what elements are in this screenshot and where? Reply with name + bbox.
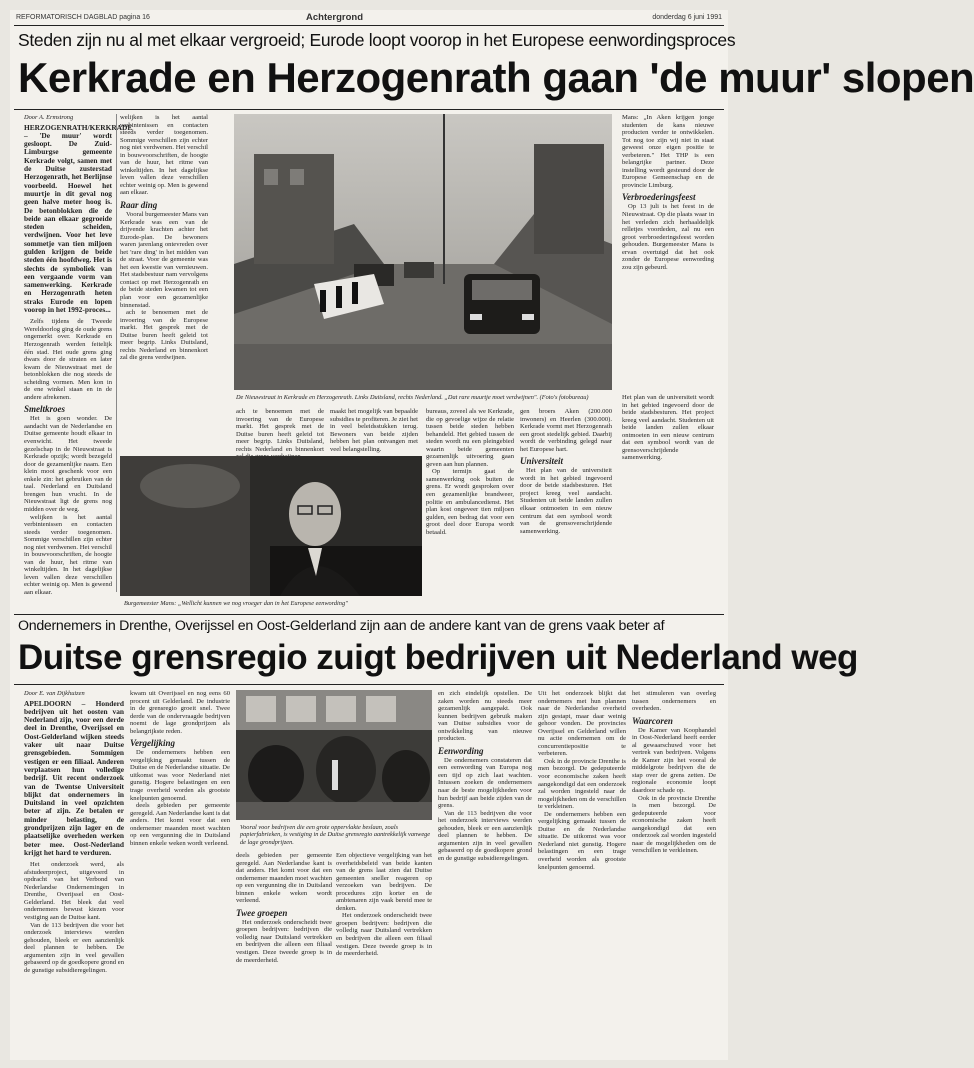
factory-photo-image (236, 690, 432, 820)
article1-subhead-verbroederingsfeest: Verbroederingsfeest (622, 192, 696, 203)
article1-body-4: maakt het mogelijk van bepaalde subsidies te profiteren. Je ziet het in veel beleidsstukken terug. Bewoners van beide zijden hebben het plan ontvangen met veel belangstelling. (330, 408, 418, 453)
article2-column-2 (130, 690, 230, 1046)
article2-body-7b: De Kamer van Koophandel in Oost-Nederland heeft eerder al gewaarschuwd voor het vertrek van bedrijven. Volgens de Kamer zijn het vooral de middelgrote bedrijven die de stap over de grens zetten. De regionale economie loopt daardoor schade op. (632, 726, 716, 795)
article1-column-4 (330, 408, 418, 452)
article2-body-3b: Het onderzoek onderscheidt twee groepen bedrijven: bedrijven die volledig naar Duitsland vertrekken en bedrijven die alleen een filiaal vestigen. Deze tweede groep is in de meerderheid. (236, 918, 332, 964)
article2-column-4 (336, 852, 432, 1046)
portrait-photo-image (120, 456, 422, 596)
article2-column-5 (438, 690, 532, 1046)
article1-street-photo (234, 114, 612, 390)
article2-body-2c: deels gebieden per gemeente geregeld. Aan Nederlandse kant is dat anders. Het komt voor dat een ondernemer maanden moet wachten op een vergunning die in Duitsland binnen enkele weken wordt verleend. (130, 802, 230, 847)
header-left: REFORMATORISCH DAGBLAD pagina 16 (16, 14, 150, 21)
article2-body-6c: De ondernemers hebben een vergelijking gemaakt tussen de Duitse en de Nederlandse situatie. De uitkomst was voor Nederland niet gunstig. Hogere belastingen en een trage overheid worden als grootste knelpunten genoemd. (538, 810, 626, 871)
article1-body-1: Zelfs tijdens de Tweede Wereldoorlog ging de oude grens ongemerkt over. Kerkrade en Herzogenrath werden feitelijk één stad. Het oude grens ging dwars door de straten en later kwam de Nieuwstraat met de betonblokken die nog steeds de scheiding vormen. Men kon in de ene winkel staan en in de andere afrekenen. (24, 318, 112, 401)
article2-body-2: kwam uit Overijssel en nog eens 60 procent uit Gelderland. De industrie in de grensregio groeit snel. Twee derde van de ondervraagde bedrijven noemt de lage grondprijzen als belangrijkste reden. (130, 690, 230, 735)
header-date: donderdag 6 juni 1991 (652, 14, 722, 21)
article2-body-5b: De ondernemers constateren dat een eenwording van Europa nog een tijd op zich laat wachten. Intussen zoeken de ondernemers naar de beste mogelijkheden voor hun bedrijf aan beide zijden van de grens. (438, 756, 532, 810)
article2-subhead-twee-groepen: Twee groepen (236, 907, 288, 918)
article2-column-7 (632, 690, 716, 1046)
article2-body-3: deels gebieden per gemeente geregeld. Aan Nederlandse kant is dat anders. Het komt voor dat een ondernemer maanden moet wachten op een vergunning die in Duitsland binnen enkele weken wordt verleend. (236, 852, 332, 905)
article2-factory-photo (236, 690, 432, 820)
article1-headline: Kerkrade en Herzogenrath gaan 'de muur' slopen (18, 54, 974, 101)
article2-column-1 (24, 690, 124, 1046)
article2-top-rule (14, 614, 724, 615)
article2-body-6b: Ook in de provincie Drenthe is men bezorgd. De gedeputeerde voor economische zaken heeft aangekondigd dat een onderzoek zal worden ingesteld naar de mogelijkheden om de verschillen te verkleinen. (538, 757, 626, 811)
article2-body-4: Een objectieve vergelijking van het overheidsbeleid van beide kanten van de grens laat zien dat Duitse gemeenten sneller reageren op verzoeken van bedrijven. De procedures zijn korter en de ambtenaren zijn vaak bereid mee te denken. (336, 852, 432, 912)
column-divider (116, 114, 117, 592)
article2-headline: Duitse grensregio zuigt bedrijven uit Nederland weg (18, 638, 858, 677)
article2-body-4b: Het onderzoek onderscheidt twee groepen bedrijven: bedrijven die volledig naar Duitsland vertrekken en bedrijven die alleen een filiaal vestigen. Deze tweede groep is in de meerderheid. (336, 912, 432, 958)
article1-column-1 (24, 114, 133, 596)
article1-column-2 (120, 114, 208, 392)
article1-body-7b: Op 13 juli is het feest in de Nieuwstraat. Op die plaats waar in het verleden zich herhaaldelijk relletjes voordeden, zal nu een groot verbroederingsfeest worden gehouden. Burgemeester Mans is ervan overtuigd dat het ook zonder de Europese eenwording zou zijn gebeurd. (622, 203, 714, 271)
article2-body-5: en zich eindelijk opstellen. De zaken worden nu steeds meer gezamenlijk aangepakt. Ook kunnen bedrijven gebruik maken van Duitse subsidies voor de ontwikkeling van nieuwe producten. (438, 690, 532, 743)
article1-body-2: welijken is het aantal verbintenissen en contacten steeds verder toegenomen. Sommige verschillen zijn echter nog niet verdwenen. Het verschil in bouwvoorschriften, de hoogte van de huur, het ritme van winkeltijden. In het dagelijkse leven vallen deze verschillen echter weinig op. Men is gewend aan elkaar. (120, 114, 208, 197)
article1-lead: HERZOGENRATH/KERKRADE – 'De muur' wordt gesloopt. De Zuid-Limburgse gemeente Kerkrade volgt, samen met de Duitse zusterstad Herzogenrath, het Berlijnse voorbeeld. Hoewel het muurtje in dit geval nog geen halve meter hoog is. De betonblokken die de beide aan elkaar gegroeide steden scheiden, verdwijnen. Voor het leve sommetje van tien miljoen gulden krijgen de beide steden één hoofdweg. Het is slechts de symboliek van een vergaande vorm van samenwerking. Kerkrade en Herzogenrath heten straks Eurode en lopen voorop in het 1992-proces... (24, 122, 133, 315)
article2-kicker: Ondernemers in Drenthe, Overijssel en Oost-Gelderland zijn aan de andere kant van de grens vaak beter af (18, 618, 665, 634)
article1-column-3 (236, 408, 324, 452)
article1-body-1c: welijken is het aantal verbintenissen en contacten steeds verder toegenomen. Sommige verschillen zijn echter nog niet verdwenen. Het verschil in bouwvoorschriften, de hoogte van de huur, het ritme van winkeltijden. In het dagelijkse leven vallen deze verschillen echter weinig op. Men is gewend aan elkaar. (24, 513, 112, 596)
article1-photo2-caption: Burgemeester Mans: „Wellicht kunnen we nog vroeger dan in het Europese eenwording" (124, 600, 348, 607)
article2-byline: Door E. van Dijkhuizen (24, 690, 85, 697)
article2-body-1: Het onderzoek werd, als afstudeerproject, uitgevoerd in opdracht van het Verbond van Nederlandse Ondernemingen in Drenthe, Overijssel en Oost-Gelderland. Het bleek dat veel ondernemers bewust kiezen voor vestiging aan de Duitse kant. (24, 861, 124, 922)
header-rule (14, 25, 724, 26)
article1-body-2b: Vooral burgemeester Mans van Kerkrade was een van de drijvende krachten achter het Eurode-plan. De bewoners waren jarenlang ontevreden over het 'rare ding' in het midden van de straat. Voor de gemeente was het een kwestie van vernieuwen. Het stadsbestuur nam vervolgens contact op met Herzogenrath en de beide steden kwamen tot een plan voor een gezamenlijke binnenstad. (120, 211, 208, 309)
newspaper-page (10, 10, 974, 1060)
article2-body-1b: Van de 113 bedrijven die voor het onderzoek interviews werden gehouden, bleek er een aanzienlijk deel plannen te hebben. De argumenten zijn in veel gevallen gebaseerd op de goedkopere grond en de gunstige subsidieregelingen. (24, 921, 124, 974)
article2-body-2b: De ondernemers hebben een vergelijking gemaakt tussen de Duitse en de Nederlandse situatie. De uitkomst was voor Nederland niet gunstig. Hogere belastingen en een trage overheid worden als grootste knelpunten genoemd. (130, 749, 230, 802)
street-photo-image (234, 114, 612, 390)
header-section: Achtergrond (306, 12, 363, 23)
article1-body-7c: Het plan van de universiteit wordt in het gebied ingevoerd door de beide stadsbesturen. Het project kreeg veel aandacht. Studenten uit beide landen zullen elkaar ontmoeten in een nieuw centrum dat een symbool wordt van de grensoverschrijdende samenwerking. (622, 394, 714, 462)
article2-photo-caption: Vooral voor bedrijven die een grote oppervlakte beslaan, zoals papierfabrieken, is vestiging in de Duitse grensregio aantrekkelijk vanwege de lage grondprijzen. (240, 824, 431, 846)
article1-body-7: Mans: „In Aken krijgen jonge studenten de kans nieuwe producten verder te ontwikkelen. Tot nog toe zijn wij niet in staat geweest onze eigen positie te verbeteren." Het THP is een belangrijke partner. Deze instelling wordt gesteund door de Europese Gemeenschap en de provincie Limburg. (622, 114, 714, 189)
article2-subhead-vergelijking: Vergelijking (130, 738, 176, 749)
article1-portrait-photo (120, 456, 422, 596)
article1-body-3: ach te benoemen met de invoering van de Europese markt. Het gesprek met de Duitse buren heeft geleid tot meer begrip. Links Duitsland, rechts Nederland en binnenkort (236, 408, 324, 453)
article2-subhead-waarcoren: Waarcoren (632, 715, 673, 726)
article1-body-1b: Het is goen wonder. De aandacht van de Nederlandse en Duitse gemeente houdt elkaar in evenwicht. Het tweede gezelschap in de Nieuwstraat is Kerkrade opzijk; wordt bezegeld door de gezamenlijke naam. Een klein mooi geschenk voor een enkele zin: het gebruiken van de taal. Nederland en Duitsland brengen hun vrucht. In de Nieuwstraat ligt de grens nog midden over de weg. (24, 415, 112, 513)
article2-body-7: het stimuleren van overleg tussen ondernemers en overheden. (632, 690, 716, 713)
article2-body-6: Uit het onderzoek blijkt dat ondernemers met hun plannen naar de Nederlandse overheid zijn gestapt, maar daar weinig gehoor vonden. De provincies Overijssel en Gelderland willen nu actie ondernemen om de concurrentiepositie te verbeteren. (538, 690, 626, 758)
article1-body-5: bureaus, zoveel als we Kerkrade, die op gevoelige wijze de relatie tussen beide steden hebben behandeld. Het gebied tussen de steden wordt nu een pleingebied waarin beide gemeenten gezamenlijk uitvoering gaan geven aan hun plannen. (426, 408, 514, 468)
article1-byline: Door A. Ermstrong (24, 114, 74, 121)
article1-body-2c: ach te benoemen met de invoering van de Europese markt. Het gesprek met de Duitse buren heeft geleid tot meer begrip. Links Duitsland, rechts Nederland en binnenkort zal die grens verdwijnen. (120, 309, 208, 362)
article2-lead: APELDOORN – Honderd bedrijven uit het oosten van Nederland zijn, voor een derde deel in Drenthe, Overijssel en Oost-Gelderland wijken steeds vaker uit naar Duitse grensgebieden. Sommigen vestigen er een filiaal. Anderen verplaatsen hun volledige bedrijf. Uit recent onderzoek van de Twentse Universiteit blijkt dat ondernemers in Duitsland in veel opzichten beter af zijn. Ze betalen er minder belasting, de grondprijzen zijn lager en de plaatselijke overheden werken beter mee. Oost-Nederland krijgt het hard te verduren. (24, 698, 124, 857)
article2-body-7c: Ook in de provincie Drenthe is men bezorgd. De gedeputeerde voor economische zaken heeft aangekondigd dat een onderzoek zal worden ingesteld naar de mogelijkheden om de verschillen te verkleinen. (632, 794, 716, 855)
article2-subhead-eenwording: Eenwording (438, 745, 484, 756)
article1-column-7b (622, 394, 714, 592)
article1-photo1-caption: De Nieuwstraat in Kerkrade en Herzogenrath. Links Duitsland, rechts Nederland. „Dat rare muurtje moet verdwijnen". (Foto's fotobureau) (236, 394, 589, 401)
article1-body-6: gen broers Aken (200.000 inwoners) en Heerlen (300.000). Kerkrade vormt met Herzogenrath een groot stedelijk gebied. Daarbij wordt de verbinding gelegd naar het Europese hart. (520, 408, 612, 453)
article1-column-6 (520, 408, 612, 592)
article2-rule (14, 684, 724, 685)
article1-subhead-raar-ding: Raar ding (120, 200, 158, 211)
article1-kicker: Steden zijn nu al met elkaar vergroeid; Eurode loopt voorop in het Europese eenwordingsproces (18, 30, 736, 50)
article1-subhead-smeltkroes: Smeltkroes (24, 404, 66, 415)
article2-column-3 (236, 852, 332, 1046)
article2-column-6 (538, 690, 626, 1046)
article1-body-6b: Het plan van de universiteit wordt in het gebied ingevoerd door de beide stadsbesturen. Het project kreeg veel aandacht. Studenten uit beide landen zullen elkaar ontmoeten in een nieuw centrum dat een symbool wordt van de grensoverschrijdende samenwerking. (520, 467, 612, 535)
article1-subhead-universiteit: Universiteit (520, 456, 563, 467)
article1-column-5 (426, 408, 514, 592)
article1-column-7 (622, 114, 714, 390)
article1-rule (14, 109, 724, 110)
article2-body-5c: Van de 113 bedrijven die voor het onderzoek interviews werden gehouden, bleek er een aanzienlijk deel plannen te hebben. De argumenten zijn in veel gevallen gebaseerd op de goedkopere grond en de gunstige subsidieregelingen. (438, 809, 532, 862)
article1-body-5b: Op termijn gaat de samenwerking ook buiten de grens. Er wordt gesproken over een gezamenlijke brandweer, politie en ambulancedienst. Het plan kost ongeveer tien miljoen gulden, een bedrag dat voor een groot deel door Europa wordt betaald. (426, 468, 514, 536)
